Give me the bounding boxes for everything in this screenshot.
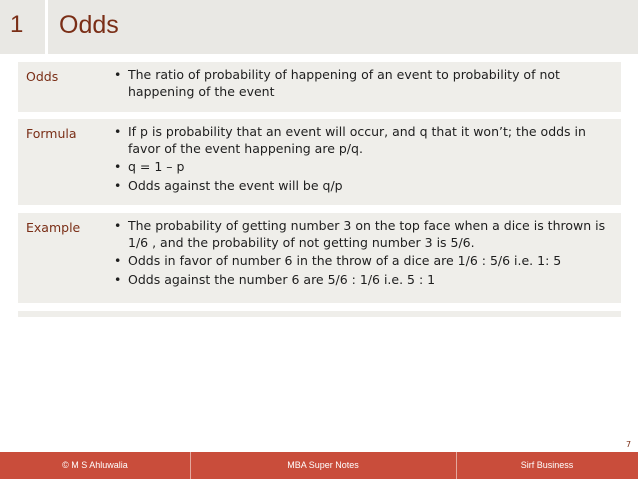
bullet-item: • Odds against the event will be q/p [114, 178, 614, 195]
bullet-item: • The probability of getting number 3 on the top face when a dice is thrown is 1/6 , and the probability of not getting number 3 is 5/6. [114, 218, 614, 251]
bullet-item: • The ratio of probability of happening of an event to probability of not happening of the event [114, 67, 614, 100]
footer-center-text: MBA Super Notes [287, 460, 359, 470]
odds-bullets [114, 67, 614, 102]
row-odds [18, 62, 621, 112]
formula-bullets [114, 124, 614, 196]
footer-author: © M S Ahluwalia [62, 460, 128, 470]
section-number-box [0, 0, 48, 54]
empty-row-strip [18, 311, 621, 317]
footer-bar [0, 452, 638, 479]
bullet-item: • Odds against the number 6 are 5/6 : 1/6 i.e. 5 : 1 [114, 272, 614, 289]
row-formula [18, 119, 621, 205]
page-number: 7 [626, 440, 632, 449]
row-example [18, 213, 621, 303]
section-number: 1 [10, 11, 24, 38]
row-label-formula: Formula [26, 126, 77, 141]
bullet-item: • q = 1 – p [114, 159, 614, 176]
page-title: Odds [59, 11, 119, 39]
row-label-odds: Odds [26, 69, 59, 84]
bullet-item: • Odds in favor of number 6 in the throw of a dice are 1/6 : 5/6 i.e. 1: 5 [114, 253, 614, 270]
bullet-item: • If p is probability that an event will occur, and q that it won’t; the odds in favor of the event happening are p/q. [114, 124, 614, 157]
example-bullets [114, 218, 614, 290]
footer-right-text: Sirf Business [520, 460, 574, 470]
header-bar [0, 0, 638, 54]
row-label-example: Example [26, 220, 81, 235]
